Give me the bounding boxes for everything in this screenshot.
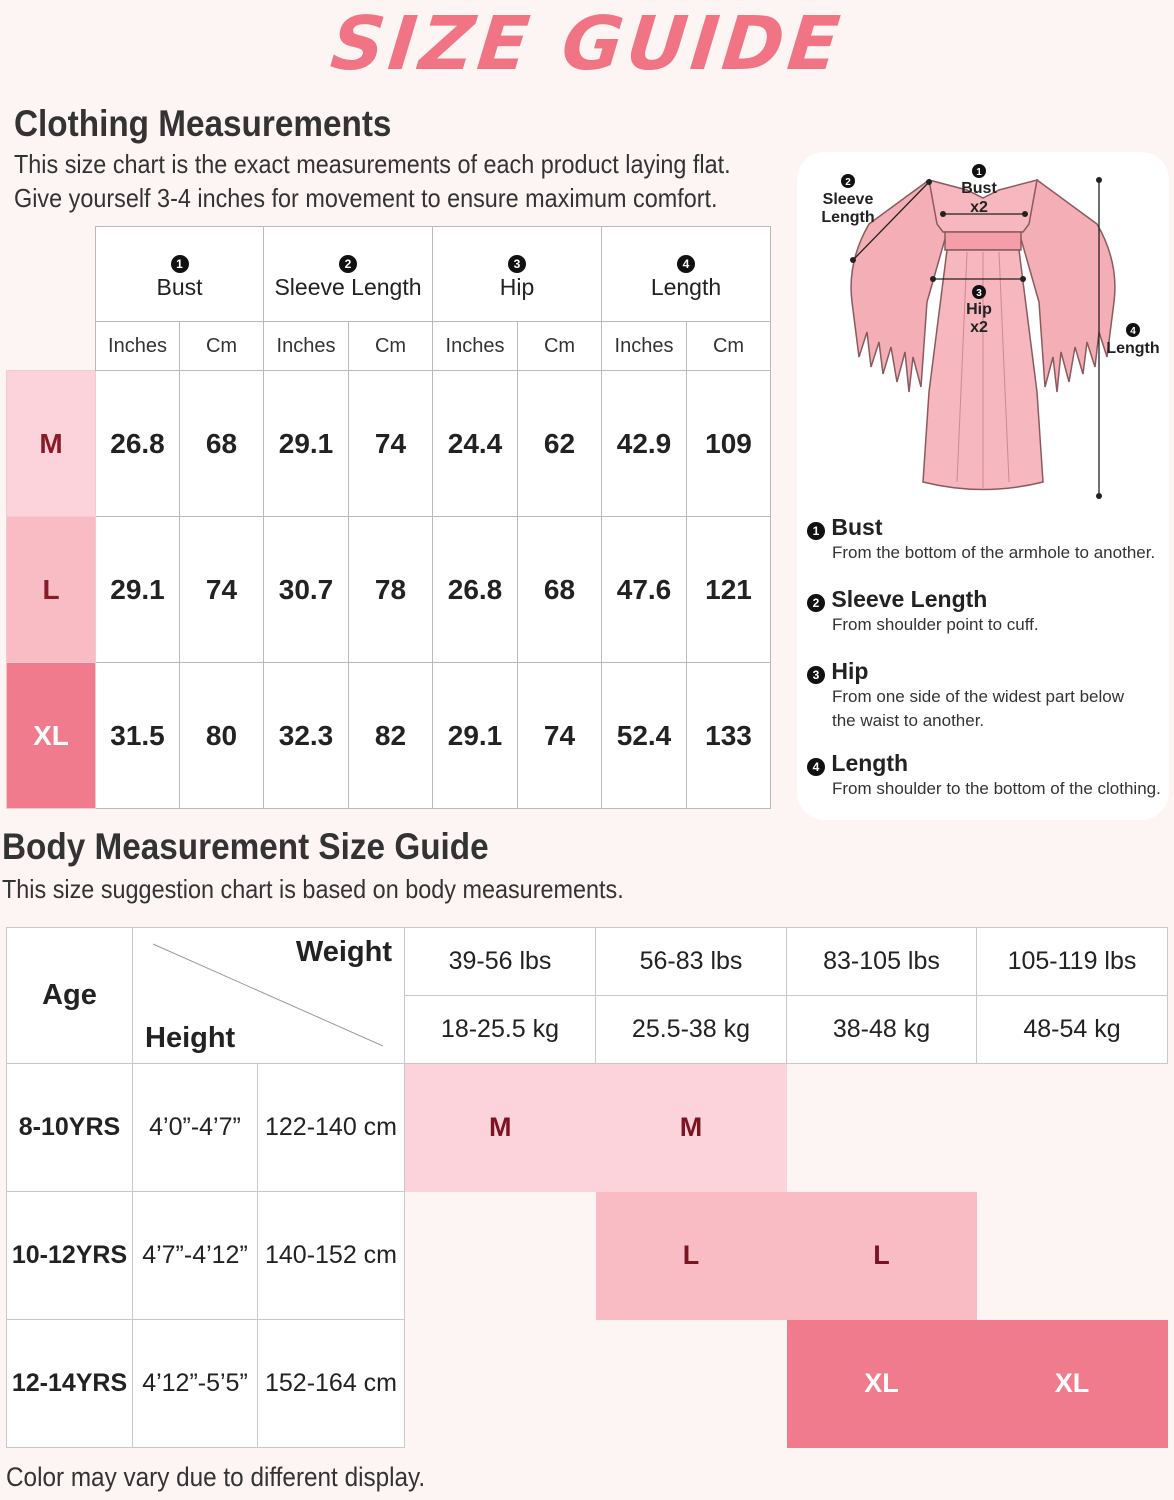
footer-note: Color may vary due to different display. — [6, 1462, 426, 1492]
size-cell — [977, 1192, 1168, 1320]
definition-title: Bust — [831, 514, 883, 540]
height-ft-cell: 4’7”-4’12” — [133, 1192, 258, 1320]
value-cell: 29.1 — [433, 663, 518, 809]
unit-header: Inches — [602, 322, 687, 371]
unit-header: Inches — [264, 322, 349, 371]
weight-height-header — [133, 928, 405, 1064]
value-cell: 26.8 — [433, 517, 518, 663]
weight-kg-header: 18-25.5 kg — [405, 996, 596, 1064]
column-header-bust — [96, 227, 264, 322]
length-num: 4 — [1130, 326, 1136, 337]
value-cell: 26.8 — [96, 371, 180, 517]
dress-diagram — [797, 152, 1169, 512]
sleeve-label-line-2: Length — [821, 209, 875, 226]
height-label: Height — [145, 1022, 236, 1054]
clothing-measurements-table — [6, 226, 771, 809]
number-badge: 1 — [171, 255, 189, 273]
number-badge: 2 — [807, 594, 825, 612]
measurement-guide-card — [797, 152, 1169, 820]
table-row — [7, 371, 771, 517]
column-header-label: Sleeve Length — [274, 274, 422, 300]
number-badge: 2 — [339, 255, 357, 273]
value-cell: 42.9 — [602, 371, 687, 517]
hip-label: Hip — [966, 301, 992, 318]
value-cell: 80 — [180, 663, 264, 809]
definition-desc: From shoulder to the bottom of the clothing. — [832, 779, 1161, 798]
value-cell: 29.1 — [96, 517, 180, 663]
size-label-m: M — [7, 371, 96, 517]
height-cm-cell: 122-140 cm — [258, 1064, 405, 1192]
column-header-length — [602, 227, 771, 322]
hip-num: 3 — [976, 288, 982, 299]
height-cm-cell: 152-164 cm — [258, 1320, 405, 1448]
weight-lbs-header: 83-105 lbs — [787, 928, 977, 996]
definition-desc: the waist to another. — [832, 711, 985, 730]
definition-bust — [807, 514, 1155, 565]
size-cell: M — [596, 1064, 787, 1192]
column-header-label: Bust — [156, 274, 203, 300]
number-badge: 3 — [508, 255, 526, 273]
definition-desc: From the bottom of the armhole to another. — [832, 543, 1156, 562]
size-cell: M — [405, 1064, 596, 1192]
weight-label: Weight — [295, 936, 392, 968]
age-cell: 10-12YRS — [7, 1192, 133, 1320]
body-intro: This size suggestion chart is based on body measurements. — [2, 874, 624, 904]
page-title: SIZE GUIDE — [327, 1, 848, 87]
size-cell: L — [787, 1192, 977, 1320]
corner-cell — [7, 227, 96, 322]
weight-lbs-header: 39-56 lbs — [405, 928, 596, 996]
value-cell: 24.4 — [433, 371, 518, 517]
size-cell: L — [596, 1192, 787, 1320]
column-header-label: Hip — [499, 274, 535, 300]
weight-lbs-header: 105-119 lbs — [977, 928, 1168, 996]
value-cell: 32.3 — [264, 663, 349, 809]
number-badge: 4 — [807, 758, 825, 776]
definition-sleeve-length — [807, 586, 1039, 637]
table-row — [7, 663, 771, 809]
weight-kg-header: 38-48 kg — [787, 996, 977, 1064]
clothing-heading: Clothing Measurements — [14, 103, 392, 144]
unit-header: Cm — [518, 322, 602, 371]
value-cell: 78 — [349, 517, 433, 663]
unit-header: Cm — [349, 322, 433, 371]
bust-label: Bust — [961, 180, 997, 197]
column-header-hip — [433, 227, 602, 322]
size-cell — [405, 1192, 596, 1320]
hip-multiplier: x2 — [970, 319, 988, 336]
waist-band — [945, 232, 1021, 250]
value-cell: 68 — [518, 517, 602, 663]
definition-desc: From one side of the widest part below — [832, 687, 1124, 706]
clothing-intro-line-2: Give yourself 3-4 inches for movement to ensure maximum comfort. — [14, 183, 718, 213]
weight-kg-header: 48-54 kg — [977, 996, 1168, 1064]
definition-title: Length — [831, 750, 909, 776]
size-cell — [596, 1320, 787, 1448]
number-badge: 4 — [677, 255, 695, 273]
number-badge: 1 — [807, 522, 825, 540]
value-cell: 47.6 — [602, 517, 687, 663]
table-row — [7, 1320, 1168, 1448]
height-cm-cell: 140-152 cm — [258, 1192, 405, 1320]
definition-hip — [807, 658, 1124, 733]
length-label: Length — [1106, 340, 1160, 357]
bust-num: 1 — [976, 167, 982, 178]
table-row — [7, 1064, 1168, 1192]
size-label-l: L — [7, 517, 96, 663]
unit-header: Cm — [687, 322, 771, 371]
clothing-intro-line-1: This size chart is the exact measurements of each product laying flat. — [14, 149, 731, 179]
value-cell: 82 — [349, 663, 433, 809]
size-cell — [405, 1320, 596, 1448]
unit-header: Cm — [180, 322, 264, 371]
age-cell: 8-10YRS — [7, 1064, 133, 1192]
sleeve-num: 2 — [845, 177, 851, 188]
table-row — [7, 1192, 1168, 1320]
weight-lbs-header: 56-83 lbs — [596, 928, 787, 996]
value-cell: 31.5 — [96, 663, 180, 809]
definition-title: Hip — [831, 658, 869, 684]
weight-kg-header: 25.5-38 kg — [596, 996, 787, 1064]
sleeve-label-line-1: Sleeve — [822, 191, 874, 208]
unit-header: Inches — [96, 322, 180, 371]
value-cell: 133 — [687, 663, 771, 809]
height-ft-cell: 4’12”-5’5” — [133, 1320, 258, 1448]
body-measurement-table — [6, 927, 1168, 1448]
table-row — [7, 517, 771, 663]
height-ft-cell: 4’0”-4’7” — [133, 1064, 258, 1192]
size-cell: XL — [977, 1320, 1168, 1448]
number-badge: 3 — [807, 666, 825, 684]
value-cell: 68 — [180, 371, 264, 517]
corner-cell — [7, 322, 96, 371]
definition-desc: From shoulder point to cuff. — [832, 615, 1039, 634]
age-cell: 12-14YRS — [7, 1320, 133, 1448]
body-heading: Body Measurement Size Guide — [2, 826, 489, 867]
value-cell: 74 — [349, 371, 433, 517]
value-cell: 74 — [180, 517, 264, 663]
definition-title: Sleeve Length — [831, 586, 988, 612]
value-cell: 30.7 — [264, 517, 349, 663]
size-label-xl: XL — [7, 663, 96, 809]
value-cell: 62 — [518, 371, 602, 517]
unit-header: Inches — [433, 322, 518, 371]
size-cell — [787, 1064, 977, 1192]
value-cell: 29.1 — [264, 371, 349, 517]
value-cell: 109 — [687, 371, 771, 517]
size-cell: XL — [787, 1320, 977, 1448]
value-cell: 121 — [687, 517, 771, 663]
age-header: Age — [7, 928, 133, 1064]
column-header-label: Length — [650, 274, 722, 300]
size-cell — [977, 1064, 1168, 1192]
definition-length — [807, 750, 1161, 801]
bust-multiplier: x2 — [970, 199, 988, 216]
value-cell: 74 — [518, 663, 602, 809]
column-header-sleeve-length — [264, 227, 433, 322]
value-cell: 52.4 — [602, 663, 687, 809]
